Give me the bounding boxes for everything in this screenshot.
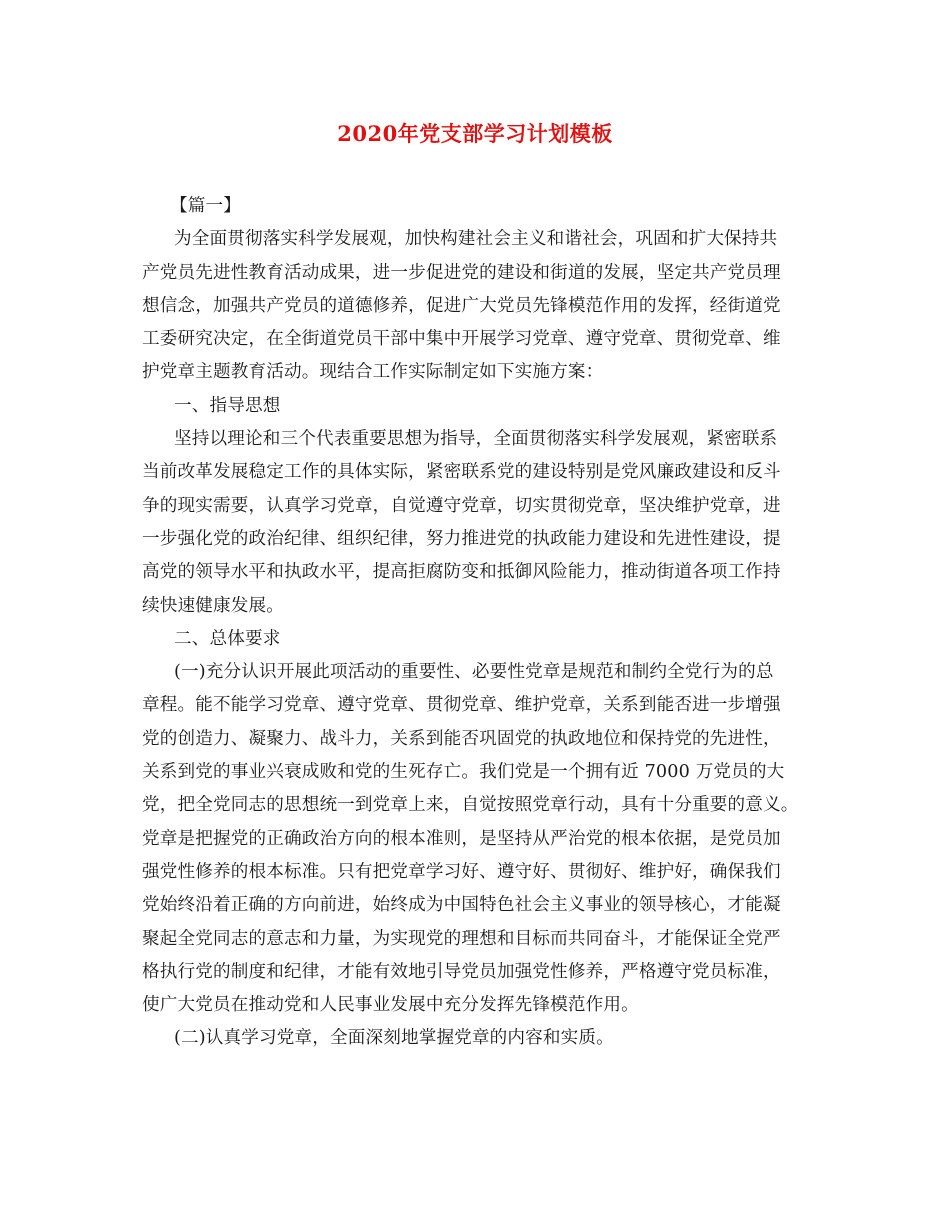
paragraph-line: 高党的领导水平和执政水平，提高拒腐防变和抵御风险能力，推动街道各项工作持 <box>142 562 781 583</box>
paragraph-line: 护党章主题教育活动。现结合工作实际制定如下实施方案： <box>142 362 604 383</box>
paragraph-line: 章程。能不能学习党章、遵守党章、贯彻党章、维护党章，关系到能否进一步增强 <box>142 695 781 716</box>
paragraph-line: 续快速健康发展。 <box>142 595 284 616</box>
paragraph-line: 党，把全党同志的思想统一到党章上来，自觉按照党章行动，具有十分重要的意义。 <box>142 795 799 816</box>
paragraph-line: 坚持以理论和三个代表重要思想为指导，全面贯彻落实科学发展观，紧密联系 <box>174 429 778 450</box>
paragraph-line: 争的现实需要，认真学习党章，自觉遵守党章，切实贯彻党章，坚决维护党章，进 <box>142 495 781 516</box>
paragraph-line: 当前改革发展稳定工作的具体实际，紧密联系党的建设特别是党风廉政建设和反斗 <box>142 462 781 483</box>
section-heading: 一、指导思想 <box>174 395 281 416</box>
paragraph-line: (一)充分认识开展此项活动的重要性、必要性党章是规范和制约全党行为的总 <box>174 662 774 683</box>
paragraph-line: 想信念，加强共产党员的道德修养，促进广大党员先锋模范作用的发挥，经街道党 <box>142 295 781 316</box>
paragraph-line: 强党性修养的根本标准。只有把党章学习好、遵守好、贯彻好、维护好，确保我们 <box>142 861 781 882</box>
paragraph-line: 工委研究决定，在全街道党员干部中集中开展学习党章、遵守党章、贯彻党章、维 <box>142 329 781 350</box>
paragraph-line: 关系到党的事业兴衰成败和党的生死存亡。我们党是一个拥有近 7000 万党员的大 <box>142 762 785 783</box>
document-title: 2020年党支部学习计划模板 <box>337 121 613 146</box>
paragraph-line: 一步强化党的政治纪律、组织纪律，努力推进党的执政能力建设和先进性建设，提 <box>142 528 781 549</box>
section-heading: 二、总体要求 <box>174 628 281 649</box>
paragraph-line: 党的创造力、凝聚力、战斗力，关系到能否巩固党的执政地位和保持党的先进性， <box>142 728 781 749</box>
paragraph-line: 产党员先进性教育活动成果，进一步促进党的建设和街道的发展，坚定共产党员理 <box>142 262 781 283</box>
paragraph-line: 党始终沿着正确的方向前进，始终成为中国特色社会主义事业的领导核心，才能凝 <box>142 895 781 916</box>
paragraph-line: 为全面贯彻落实科学发展观，加快构建社会主义和谐社会，巩固和扩大保持共 <box>174 229 778 250</box>
document-body <box>142 190 820 1056</box>
paragraph-line: (二)认真学习党章，全面深刻地掌握党章的内容和实质。 <box>174 1028 614 1049</box>
paragraph-line: 聚起全党同志的意志和力量，为实现党的理想和目标而共同奋斗，才能保证全党严 <box>142 928 781 949</box>
paragraph-line: 党章是把握党的正确政治方向的根本准则，是坚持从严治党的根本依据，是党员加 <box>142 828 781 849</box>
paragraph-line: 使广大党员在推动党和人民事业发展中充分发挥先锋模范作用。 <box>142 995 639 1016</box>
paragraph-line: 格执行党的制度和纪律，才能有效地引导党员加强党性修养，严格遵守党员标准， <box>142 961 781 982</box>
section-label: 【篇一】 <box>170 196 241 216</box>
